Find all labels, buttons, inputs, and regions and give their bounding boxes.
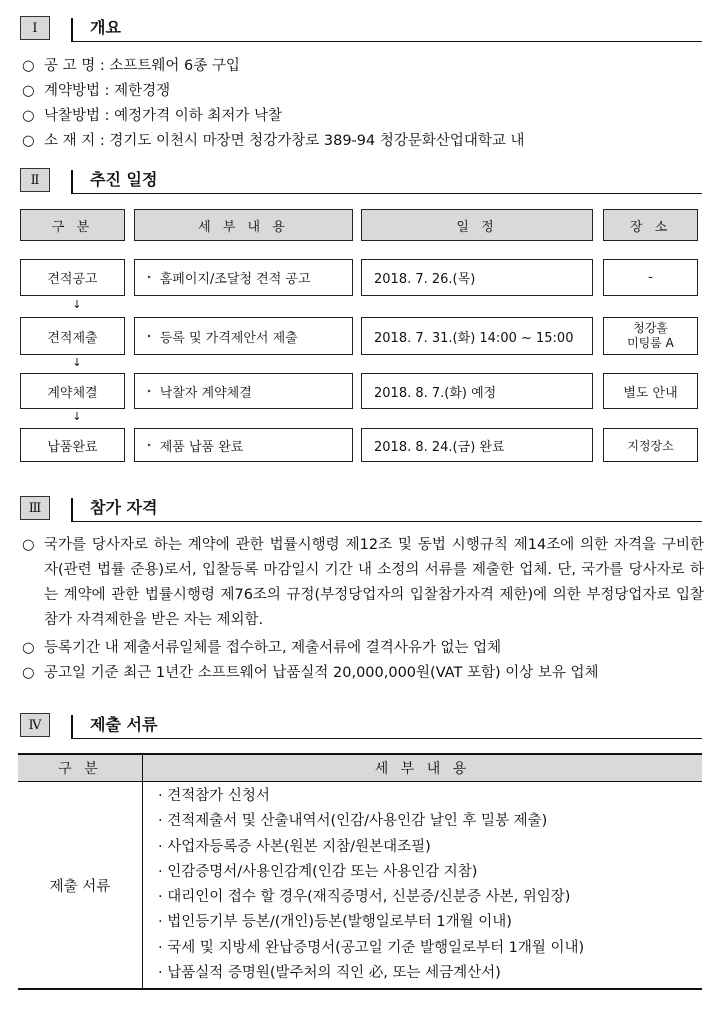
section-2-header [20,166,702,196]
qualification-main: ○ 국가를 당사자로 하는 계약에 관한 법률시행령 제12조 및 동법 시행규칙 제14조에 의한 자격을 구비한 자(관련 법률 준용)로서, 입찰등록 마감일시 기간 내 소정의 서류를 제출한 업체. 단, 국가를 당사자로 하는 계약에 관한 법률시행령 제76조의 규정(부정당업자의 입찰참가자격 제한)에 의한 부정당업자로 입찰참가 자격제한을 받은 자는 제외함. [22,533,704,633]
schedule-detail: ‣ 낙찰자 계약체결 [134,373,353,409]
documents-list [144,783,701,987]
circle-bullet-icon: ○ [22,83,35,99]
list-item: · 법인등기부 등본/(개인)등본(발행일로부터 1개월 이내) [158,914,512,931]
documents-category: 제출 서류 [18,782,143,990]
schedule-header-detail: 세 부 내 용 [134,209,353,241]
schedule-stage: 계약체결 [20,373,125,409]
schedule-date: 2018. 7. 31.(화) 14:00 ~ 15:00 [361,317,593,355]
schedule-date: 2018. 8. 24.(금) 완료 [361,428,593,462]
dot-bullet-icon: · [158,838,163,855]
schedule-place: - [603,259,698,296]
schedule-detail: ‣ 등록 및 가격제안서 제출 [134,317,353,355]
list-item: · 견적제출서 및 산출내역서(인감/사용인감 날인 후 밀봉 제출) [158,813,548,830]
down-arrow-icon: ↓ [72,356,82,369]
overview-item: ○ 공 고 명 : 소프트웨어 6종 구입 [22,58,240,74]
documents-table [18,753,702,990]
dot-bullet-icon: · [158,813,163,830]
schedule-date: 2018. 8. 7.(화) 예정 [361,373,593,409]
divider [71,18,73,42]
list-item: · 대리인이 접수 할 경우(재직증명서, 신분증/신분증 사본, 위임장) [158,889,571,906]
circle-bullet-icon: ○ [22,537,35,553]
section-number: Ⅰ [20,16,50,40]
documents-header-category: 구 분 [18,754,143,782]
list-item: · 사업자등록증 사본(원본 지참/원본대조필) [158,838,431,855]
schedule-place: 청강홀 미팅룸 A [603,317,698,355]
schedule-header-place: 장 소 [603,209,698,241]
section-number: Ⅱ [20,168,50,192]
schedule-detail: ‣ 홈페이지/조달청 견적 공고 [134,259,353,296]
dot-bullet-icon: · [158,914,163,931]
schedule-header-stage: 구 분 [20,209,125,241]
divider [73,193,702,194]
documents-list-cell [143,782,703,990]
section-title: 제출 서류 [90,715,158,734]
down-arrow-icon: ↓ [72,410,82,423]
section-title: 참가 자격 [90,498,158,517]
section-3-header [20,494,702,524]
list-item: · 납품실적 증명원(발주처의 직인 必, 또는 세금계산서) [158,965,501,982]
circle-bullet-icon: ○ [22,665,35,681]
list-item: · 견적참가 신청서 [158,788,270,804]
dot-bullet-icon: · [158,889,163,906]
triangle-bullet-icon: ‣ [147,331,152,341]
circle-bullet-icon: ○ [22,133,35,149]
divider [73,41,702,42]
divider [71,715,73,739]
list-item: · 인감증명서/사용인감계(인감 또는 사용인감 지참) [158,863,478,880]
circle-bullet-icon: ○ [22,640,35,656]
divider [73,738,702,739]
schedule-header-date: 일 정 [361,209,593,241]
triangle-bullet-icon: ‣ [147,440,152,450]
section-1-header [20,14,702,44]
schedule-date: 2018. 7. 26.(목) [361,259,593,296]
documents-header-detail: 세 부 내 용 [143,754,703,782]
dot-bullet-icon: · [158,939,163,956]
overview-item: ○ 소 재 지 : 경기도 이천시 마장면 청강가창로 389-94 청강문화산업대학교 내 [22,133,525,149]
dot-bullet-icon: · [158,863,163,880]
list-item: · 국세 및 지방세 완납증명서(공고일 기준 발행일로부터 1개월 이내) [158,939,585,956]
schedule-place: 지정장소 [603,428,698,462]
schedule-stage: 납품완료 [20,428,125,462]
schedule-stage: 견적공고 [20,259,125,296]
section-title: 추진 일정 [90,170,158,189]
down-arrow-icon: ↓ [72,298,82,311]
overview-item: ○ 낙찰방법 : 예정가격 이하 최저가 낙찰 [22,108,283,124]
section-number: Ⅲ [20,496,50,520]
divider [71,498,73,522]
circle-bullet-icon: ○ [22,108,35,124]
dot-bullet-icon: · [158,788,163,804]
triangle-bullet-icon: ‣ [147,273,152,282]
dot-bullet-icon: · [158,965,163,982]
schedule-stage: 견적제출 [20,317,125,355]
circle-bullet-icon: ○ [22,58,35,74]
table-row [18,782,702,990]
qualification-item: ○ 공고일 기준 최근 1년간 소프트웨어 납품실적 20,000,000원(VAT 포함) 이상 보유 업체 [22,665,599,681]
divider [73,521,702,522]
section-title: 개요 [90,18,121,37]
section-number: Ⅳ [20,713,50,737]
triangle-bullet-icon: ‣ [147,386,152,396]
schedule-place: 별도 안내 [603,373,698,409]
qualification-item: ○ 등록기간 내 제출서류일체를 접수하고, 제출서류에 결격사유가 없는 업체 [22,640,502,656]
divider [71,170,73,194]
table-header-row [18,754,702,782]
section-4-header [20,711,702,741]
schedule-detail: ‣ 제품 납품 완료 [134,428,353,462]
overview-item: ○ 계약방법 : 제한경쟁 [22,83,171,99]
